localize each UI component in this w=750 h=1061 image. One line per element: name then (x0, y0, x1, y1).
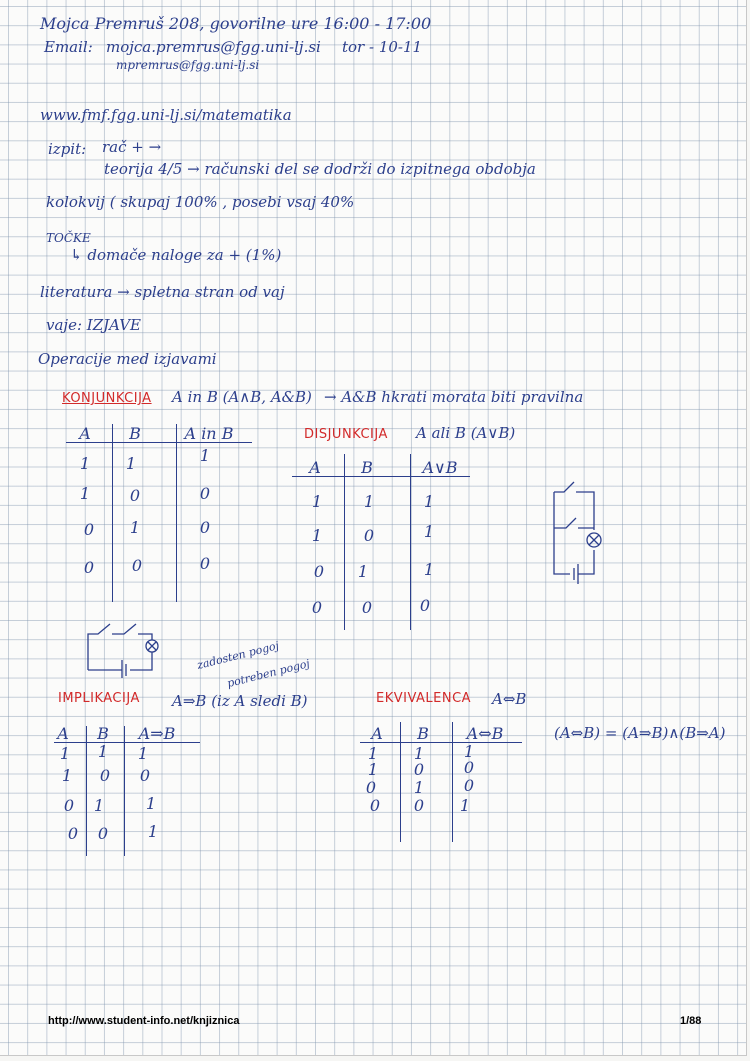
impl-cell: 1 (147, 822, 159, 841)
sufficient-condition-note: zadosten pogoj (195, 639, 281, 672)
disj-cell: 0 (363, 526, 375, 545)
konj-cell: 0 (199, 518, 211, 537)
footer-url: http://www.student-info.net/knjiznica (48, 1015, 240, 1027)
tocke-label: TOČKE (46, 231, 91, 245)
section-heading: Operacije med izjavami (38, 350, 217, 368)
disjunkcija-title: DISJUNKCIJA (304, 427, 388, 442)
ekv-cell: 0 (369, 796, 381, 815)
impl-cell: 1 (145, 794, 157, 813)
ekv-cell: 1 (463, 742, 475, 761)
necessary-condition-note: potreben pogoj (225, 656, 312, 691)
vaje-note: vaje: IZJAVE (46, 316, 141, 334)
izpit-line1: rač + → (102, 138, 162, 156)
konj-cell: 0 (83, 520, 95, 539)
disjunkcija-expr: A ali B (A∨B) (416, 424, 516, 442)
disj-cell: 1 (357, 562, 369, 581)
ekv-cell: 1 (413, 744, 425, 763)
impl-cell: 0 (139, 766, 151, 785)
konj-cell: 1 (125, 454, 137, 473)
literatura-note: literatura → spletna stran od vaj (40, 283, 285, 301)
email-label: Email: (44, 38, 93, 56)
impl-header-ab: A⇒B (138, 724, 176, 743)
konj-cell: 0 (199, 484, 211, 503)
tocke-note: ↳ domače naloge za + (1%) (70, 246, 282, 264)
ekvivalenca-title: EKVIVALENCA (376, 691, 472, 706)
disj-header-b: B (361, 458, 373, 477)
izpit-label: izpit: (48, 140, 87, 158)
ekv-header-ab: A⇔B (466, 724, 504, 743)
email-secondary: mpremrus@fgg.uni-lj.si (116, 58, 260, 72)
impl-cell: 1 (137, 744, 149, 763)
parallel-circuit-sketch (546, 478, 616, 584)
impl-cell: 1 (59, 744, 71, 763)
impl-cell: 1 (97, 742, 109, 761)
disj-cell: 0 (419, 596, 431, 615)
disj-cell: 1 (363, 492, 375, 511)
impl-header-b: B (97, 724, 109, 743)
konj-cell: 1 (129, 518, 141, 537)
impl-cell: 0 (63, 796, 75, 815)
ekv-cell: 1 (459, 796, 471, 815)
izpit-line2: teorija 4/5 → računski del se dodrži do izpitnega obdobja (104, 160, 536, 178)
disj-cell: 1 (423, 522, 435, 541)
implikacija-expr: A⇒B (iz A sledi B) (172, 692, 308, 710)
ekv-cell: 0 (463, 758, 475, 777)
ekvivalenca-expr: A⇔B (492, 690, 527, 708)
konj-cell: 0 (131, 556, 143, 575)
email-primary: mojca.premrus@fgg.uni-lj.si (106, 38, 321, 56)
lecturer-line: Mojca Premruš 208, govorilne ure 16:00 - 17:00 (40, 14, 432, 33)
impl-cell: 1 (61, 766, 73, 785)
disj-cell: 0 (313, 562, 325, 581)
ekv-cell: 1 (413, 778, 425, 797)
impl-header-a: A (57, 724, 69, 743)
konjunkcija-title: KONJUNKCIJA (62, 391, 152, 406)
impl-cell: 0 (67, 824, 79, 843)
ekvivalenca-identity: (A⇔B) = (A⇒B)∧(B⇒A) (554, 724, 726, 742)
ekv-cell: 0 (413, 796, 425, 815)
implikacija-title: IMPLIKACIJA (58, 691, 140, 706)
ekv-cell: 1 (367, 760, 379, 779)
disj-cell: 0 (311, 598, 323, 617)
series-circuit-sketch (84, 616, 174, 676)
konj-cell: 0 (199, 554, 211, 573)
konj-cell: 0 (83, 558, 95, 577)
ekv-cell: 0 (463, 776, 475, 795)
page-number: 1/88 (680, 1015, 702, 1027)
konjunkcija-expr: A in B (A∧B, A&B) (172, 388, 312, 406)
konj-header-ab: A in B (184, 424, 234, 443)
ekv-cell: 0 (413, 760, 425, 779)
konj-cell: 1 (199, 446, 211, 465)
impl-cell: 1 (93, 796, 105, 815)
konjunkcija-note: → A&B hkrati morata biti pravilna (324, 388, 584, 406)
impl-cell: 0 (99, 766, 111, 785)
konj-header-a: A (79, 424, 91, 443)
disj-header-a: A (309, 458, 321, 477)
konj-cell: 1 (79, 454, 91, 473)
disj-cell: 1 (311, 492, 323, 511)
kolokvij-note: kolokvij ( skupaj 100% , posebi vsaj 40% (46, 193, 355, 211)
impl-cell: 0 (97, 824, 109, 843)
ekv-cell: 1 (367, 744, 379, 763)
office-hours-room: tor - 10-11 (342, 38, 423, 56)
disj-cell: 1 (423, 492, 435, 511)
disj-header-ab: A∨B (422, 458, 458, 477)
disj-cell: 1 (311, 526, 323, 545)
ekv-header-b: B (417, 724, 429, 743)
disj-cell: 1 (423, 560, 435, 579)
ekv-header-a: A (371, 724, 383, 743)
course-website: www.fmf.fgg.uni-lj.si/matematika (40, 106, 292, 124)
konj-cell: 0 (129, 486, 141, 505)
disj-cell: 0 (361, 598, 373, 617)
konj-cell: 1 (79, 484, 91, 503)
konj-header-b: B (129, 424, 141, 443)
ekv-cell: 0 (365, 778, 377, 797)
